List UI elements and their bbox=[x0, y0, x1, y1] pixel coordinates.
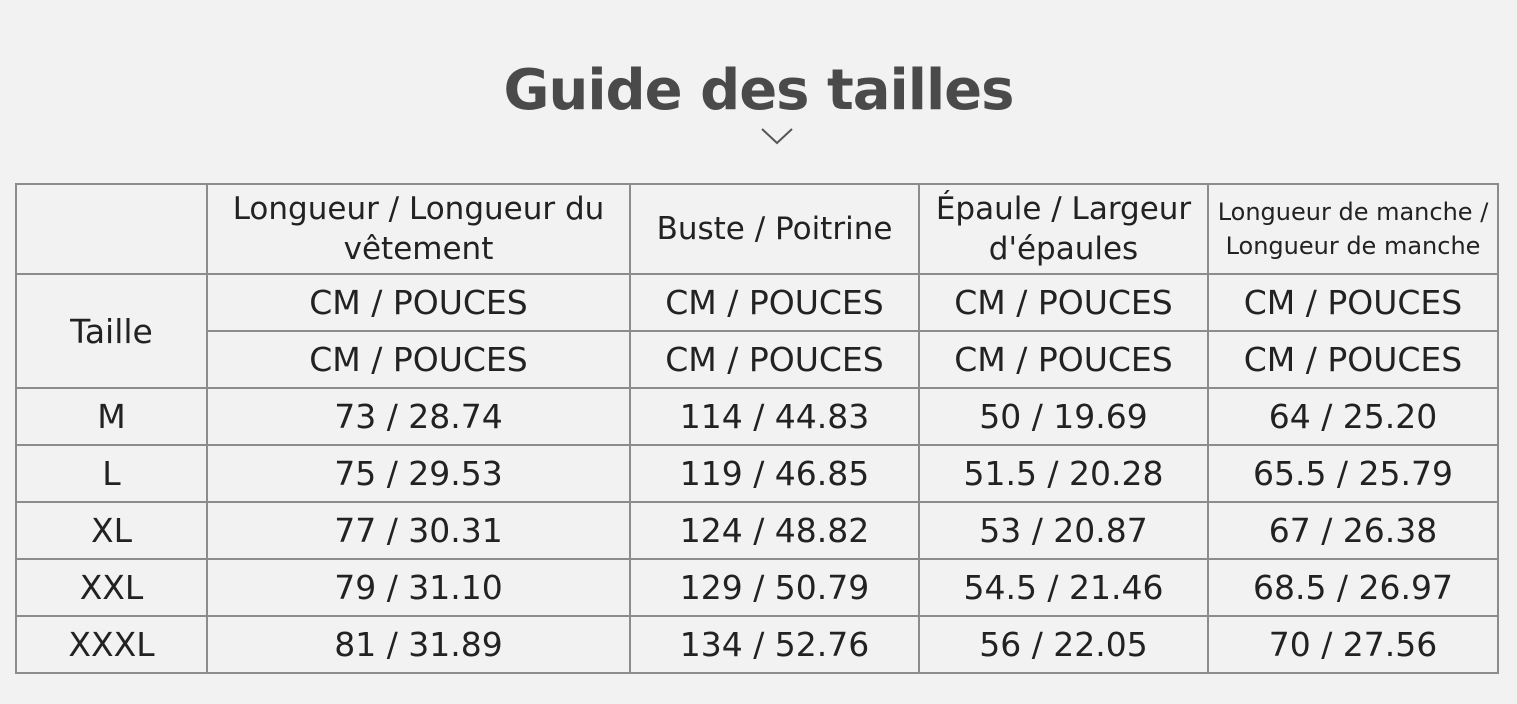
column-header-length: Longueur / Longueur du vêtement bbox=[207, 184, 630, 274]
table-row bbox=[16, 388, 1498, 445]
size-header-cell: Taille bbox=[16, 274, 207, 388]
value-cell: 67 / 26.38 bbox=[1208, 502, 1498, 559]
value-cell: 129 / 50.79 bbox=[630, 559, 919, 616]
unit-cell: CM / POUCES bbox=[919, 274, 1208, 331]
chevron-down-icon bbox=[760, 126, 794, 146]
value-cell: 68.5 / 26.97 bbox=[1208, 559, 1498, 616]
value-cell: 56 / 22.05 bbox=[919, 616, 1208, 673]
unit-cell: CM / POUCES bbox=[1208, 331, 1498, 388]
value-cell: 75 / 29.53 bbox=[207, 445, 630, 502]
value-cell: 65.5 / 25.79 bbox=[1208, 445, 1498, 502]
value-cell: 51.5 / 20.28 bbox=[919, 445, 1208, 502]
value-cell: 64 / 25.20 bbox=[1208, 388, 1498, 445]
column-header-bust: Buste / Poitrine bbox=[630, 184, 919, 274]
unit-cell: CM / POUCES bbox=[919, 331, 1208, 388]
page-title: Guide des tailles bbox=[503, 58, 1014, 123]
unit-row bbox=[16, 331, 1498, 388]
table-row bbox=[16, 445, 1498, 502]
value-cell: 53 / 20.87 bbox=[919, 502, 1208, 559]
table-header-row bbox=[16, 184, 1498, 274]
value-cell: 70 / 27.56 bbox=[1208, 616, 1498, 673]
empty-corner-cell bbox=[16, 184, 207, 274]
unit-cell: CM / POUCES bbox=[207, 274, 630, 331]
unit-cell: CM / POUCES bbox=[630, 331, 919, 388]
unit-row bbox=[16, 274, 1498, 331]
value-cell: 124 / 48.82 bbox=[630, 502, 919, 559]
size-guide-table bbox=[15, 183, 1499, 674]
column-header-sleeve: Longueur de manche / Longueur de manche bbox=[1208, 184, 1498, 274]
unit-cell: CM / POUCES bbox=[1208, 274, 1498, 331]
size-cell: XXXL bbox=[16, 616, 207, 673]
column-header-shoulder: Épaule / Largeur d'épaules bbox=[919, 184, 1208, 274]
value-cell: 77 / 30.31 bbox=[207, 502, 630, 559]
unit-cell: CM / POUCES bbox=[630, 274, 919, 331]
value-cell: 54.5 / 21.46 bbox=[919, 559, 1208, 616]
value-cell: 119 / 46.85 bbox=[630, 445, 919, 502]
table-row bbox=[16, 616, 1498, 673]
table-row bbox=[16, 502, 1498, 559]
value-cell: 79 / 31.10 bbox=[207, 559, 630, 616]
table-row bbox=[16, 559, 1498, 616]
value-cell: 134 / 52.76 bbox=[630, 616, 919, 673]
size-cell: L bbox=[16, 445, 207, 502]
size-cell: M bbox=[16, 388, 207, 445]
unit-cell: CM / POUCES bbox=[207, 331, 630, 388]
size-cell: XL bbox=[16, 502, 207, 559]
size-cell: XXL bbox=[16, 559, 207, 616]
value-cell: 73 / 28.74 bbox=[207, 388, 630, 445]
value-cell: 50 / 19.69 bbox=[919, 388, 1208, 445]
value-cell: 114 / 44.83 bbox=[630, 388, 919, 445]
value-cell: 81 / 31.89 bbox=[207, 616, 630, 673]
